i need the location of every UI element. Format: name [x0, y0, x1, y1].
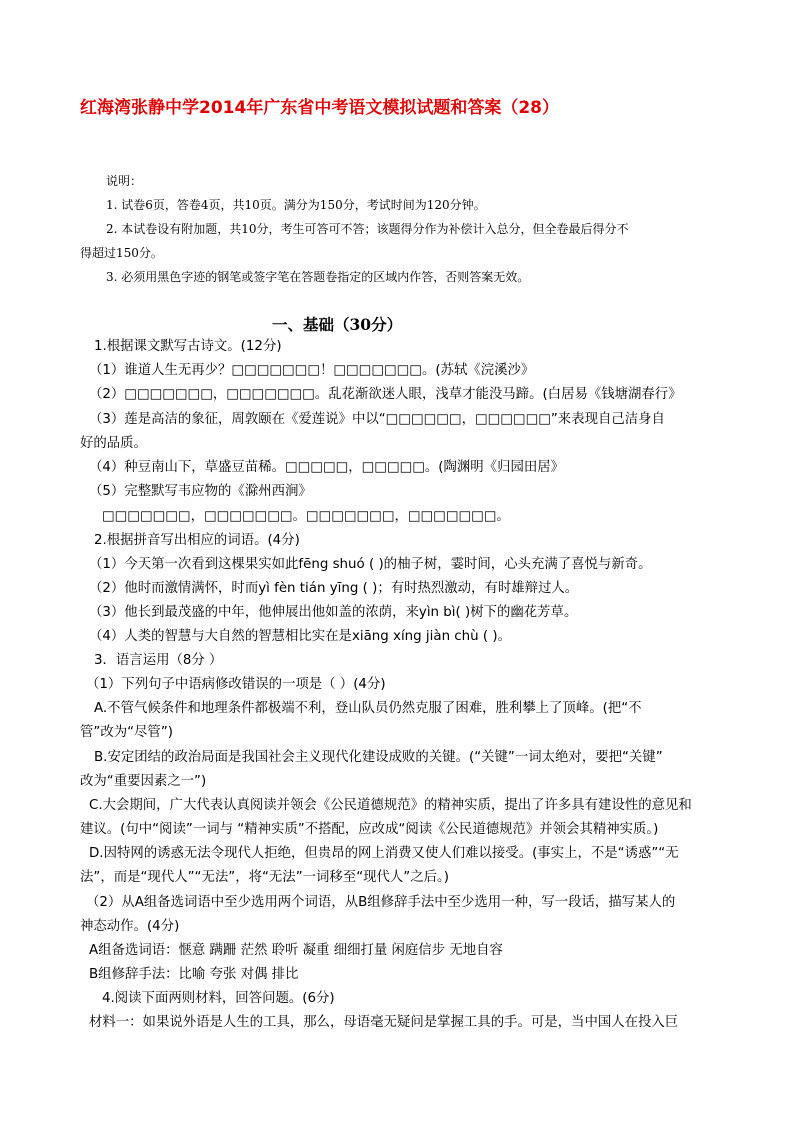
section-heading: 一、基础（30分） — [272, 315, 403, 334]
question-3-option-c-continued: 建议。(句中“阅读”一词与 “精神实质”不搭配，应改成“阅读《公民道德规范》并领会其精神实质。) — [80, 822, 659, 837]
word-group-a: A组备选词语：惬意 蹒跚 茫然 聆听 凝重 细细打量 闲庭信步 无地自容 — [89, 943, 503, 958]
notes-item-3: 3. 必须用黑色字迹的钢笔或签字笔在答题卷指定的区域内作答，否则答案无效。 — [106, 270, 530, 284]
notes-item-2-continued: 得超过150分。 — [80, 246, 163, 260]
question-3-option-b: B.安定团结的政治局面是我国社会主义现代化建设成败的关键。(“关键”一词太绝对，要把“关键” — [94, 750, 663, 765]
question-3-option-d: D.因特网的诱惑无法令现代人拒绝，但贵昂的网上消费又使人们难以接受。(事实上，不是“诱惑”“无 — [89, 846, 679, 861]
notes-item-1: 1. 试卷6页，答卷4页，共10页。满分为150分，考试时间为120分钟。 — [106, 198, 486, 212]
question-3-option-b-continued: 改为“重要因素之一”) — [80, 774, 207, 789]
question-1-stem: 1.根据课文默写古诗文。(12分) — [94, 339, 282, 354]
question-3-option-a: A.不管气候条件和地理条件都极端不利，登山队员仍然克服了困难，胜利攀上了顶峰。(把“不 — [94, 701, 642, 716]
rhetoric-group-b: B组修辞手法：比喻 夸张 对偶 排比 — [89, 967, 299, 982]
question-3-option-c: C.大会期间，广大代表认真阅读并领会《公民道德规范》的精神实质，提出了许多具有建设性的意见和 — [89, 798, 692, 813]
notes-heading: 说明： — [106, 174, 143, 188]
question-1-part-1: （1）谁道人生无再少？□□□□□□□！□□□□□□□。(苏轼《浣溪沙》 — [89, 363, 535, 378]
question-2-part-4: （4）人类的智慧与大自然的智慧相比实在是xiāng xíng jiàn chù ( )。 — [89, 629, 511, 644]
question-3-sub-2-continued: 神态动作。(4分) — [80, 919, 180, 934]
question-1-part-5: （5）完整默写韦应物的《滁州西涧》 — [89, 484, 312, 499]
question-1-part-4: （4）种豆南山下，草盛豆苗稀。□□□□□，□□□□□。(陶渊明《归园田居》 — [89, 460, 565, 475]
question-3-sub-1: （1）下列句子中语病修改错误的一项是（ ）(4分) — [86, 677, 386, 692]
question-1-part-3: （3）莲是高洁的象征，周敦颐在《爱莲说》中以“□□□□□□，□□□□□□”来表现自己洁身自 — [89, 412, 665, 427]
question-1-part-2: （2）□□□□□□□，□□□□□□□。乱花渐欲迷人眼，浅草才能没马蹄。(白居易《钱塘湖春行》 — [89, 387, 682, 402]
question-2-part-2: （2）他时而激情满怀，时而yì fèn tián yīng ( )；有时热烈激动，有时雄辩过人。 — [89, 581, 579, 596]
question-2-part-1: （1）今天第一次看到这棵果实如此fēng shuó ( )的柚子树，霎时间，心头充满了喜悦与新奇。 — [89, 557, 652, 572]
question-2-stem: 2.根据拼音写出相应的词语。(4分) — [94, 533, 300, 548]
question-3-stem: 3．语言运用（8分 ） — [94, 653, 223, 668]
question-1-part-3-continued: 好的品质。 — [80, 436, 147, 451]
question-3-option-d-continued: 法”，而是“现代人”“无法”，将“无法”一词移至“现代人”之后。) — [80, 870, 449, 885]
question-4-material-1: 材料一：如果说外语是人生的工具，那么，母语毫无疑问是掌握工具的手。可是，当中国人在投入巨 — [89, 1015, 679, 1030]
question-3-option-a-continued: 管”改为“尽管”) — [80, 725, 173, 740]
question-1-part-5-blanks: □□□□□□□，□□□□□□□。□□□□□□□，□□□□□□□。 — [102, 509, 510, 524]
question-2-part-3: （3）他长到最茂盛的中年，他伸展出他如盖的浓荫，来yìn bì( )树下的幽花芳草。 — [89, 605, 578, 620]
notes-item-2: 2. 本试卷设有附加题，共10分，考生可答可不答；该题得分作为补偿计入总分，但全卷最后得分不 — [106, 222, 629, 236]
document-title: 红海湾张静中学2014年广东省中考语文模拟试题和答案（28） — [80, 98, 559, 118]
question-4-stem: 4.阅读下面两则材料，回答问题。(6分) — [102, 991, 335, 1006]
question-3-sub-2: （2）从A组备选词语中至少选用两个词语，从B组修辞手法中至少选用一种，写一段话，描写某人的 — [86, 895, 676, 910]
